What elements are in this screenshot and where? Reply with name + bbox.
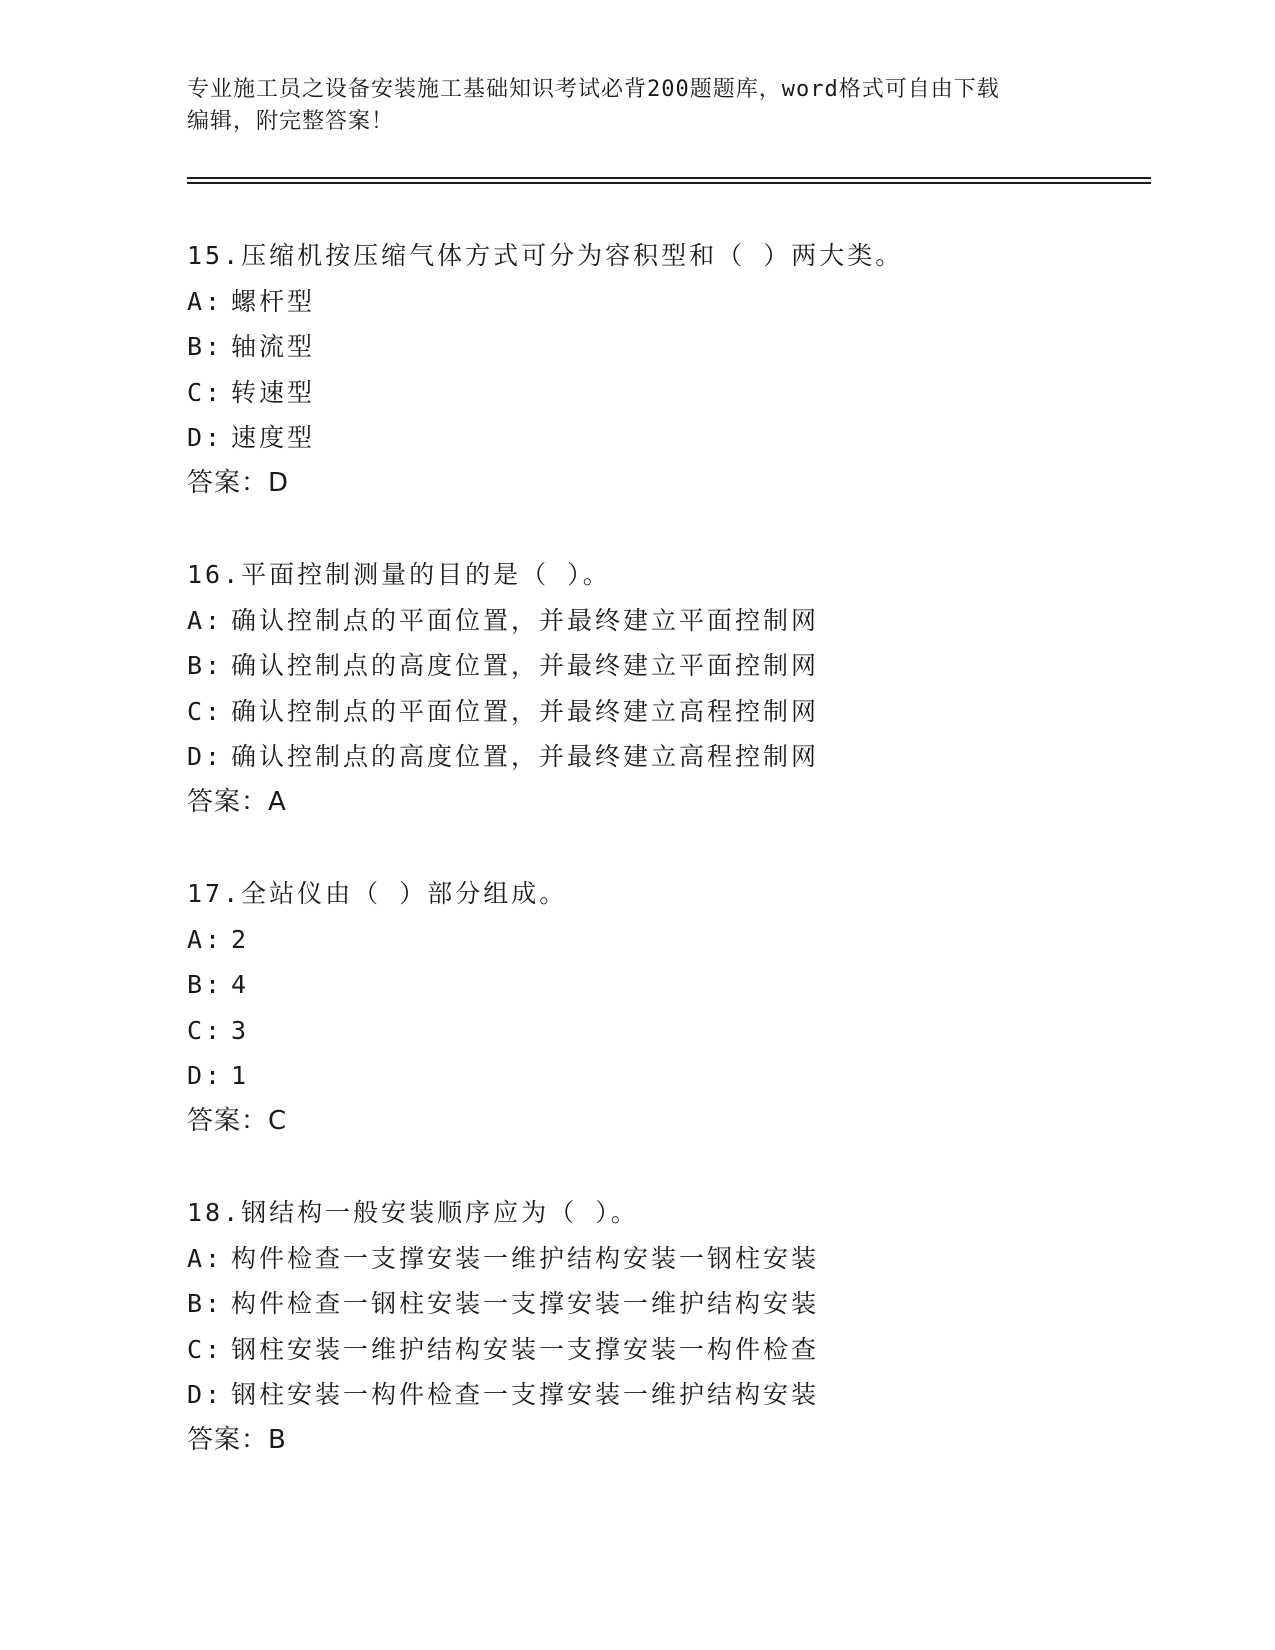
- option-letter: D:: [187, 423, 224, 452]
- option-a: [187, 279, 1147, 325]
- answer-line: 答案：C: [187, 1105, 288, 1136]
- option-b: [187, 962, 1147, 1008]
- question-stem: 17.全站仪由（ ）部分组成。: [187, 879, 568, 908]
- answer-line: 答案：B: [187, 1424, 287, 1455]
- option-letter: A:: [187, 924, 224, 954]
- question-stem: 16.平面控制测量的目的是（ ）。: [187, 560, 611, 589]
- option-letter: A:: [187, 1243, 224, 1273]
- option-text: 构件检查一支撑安装一维护结构安装一钢柱安装: [231, 1243, 820, 1273]
- option-text: 4: [231, 970, 250, 999]
- header-line-2: 编辑，附完整答案！: [187, 109, 395, 134]
- option-b: [187, 643, 1147, 689]
- option-letter: B:: [187, 332, 224, 361]
- header-divider-top: [187, 177, 1151, 179]
- option-c: [187, 689, 1147, 735]
- option-text: 轴流型: [231, 332, 316, 361]
- header-line-1: 专业施工员之设备安装施工基础知识考试必背200题题库，word格式可自由下载: [187, 77, 1000, 102]
- option-text: 确认控制点的平面位置，并最终建立高程控制网: [231, 696, 820, 726]
- option-letter: C:: [187, 1334, 224, 1364]
- option-text: 螺杆型: [231, 286, 316, 316]
- option-letter: B:: [187, 651, 224, 680]
- option-text: 钢柱安装一构件检查一支撑安装一维护结构安装: [231, 1380, 820, 1409]
- question-stem: 18.钢结构一般安装顺序应为（ ）。: [187, 1198, 639, 1227]
- option-text: 钢柱安装一维护结构安装一支撑安装一构件检查: [231, 1334, 820, 1364]
- option-letter: A:: [187, 605, 224, 635]
- option-text: 确认控制点的平面位置，并最终建立平面控制网: [231, 605, 820, 635]
- option-text: 3: [231, 1015, 250, 1045]
- option-letter: C:: [187, 696, 224, 726]
- option-b: [187, 324, 1147, 370]
- answer-line: 答案：A: [187, 786, 287, 817]
- option-text: 确认控制点的高度位置，并最终建立平面控制网: [231, 651, 820, 680]
- option-a: [187, 917, 1147, 963]
- question-16: [187, 552, 1147, 825]
- option-a: [187, 598, 1147, 644]
- option-b: [187, 1281, 1147, 1327]
- option-letter: D:: [187, 742, 224, 771]
- option-c: [187, 1327, 1147, 1373]
- option-text: 构件检查一钢柱安装一支撑安装一维护结构安装: [231, 1289, 820, 1318]
- option-c: [187, 1008, 1147, 1054]
- option-letter: C:: [187, 1015, 224, 1045]
- question-17: [187, 871, 1147, 1144]
- option-letter: C:: [187, 377, 224, 407]
- answer-line: 答案：D: [187, 467, 290, 498]
- option-a: [187, 1236, 1147, 1282]
- option-letter: D:: [187, 1380, 224, 1409]
- option-d: [187, 1053, 1147, 1099]
- question-15: [187, 233, 1147, 506]
- option-letter: D:: [187, 1061, 224, 1090]
- option-text: 确认控制点的高度位置，并最终建立高程控制网: [231, 742, 820, 771]
- document-header: [187, 74, 1087, 138]
- option-d: [187, 734, 1147, 780]
- header-divider-bottom: [187, 182, 1151, 184]
- question-18: [187, 1190, 1147, 1463]
- option-text: 转速型: [231, 377, 316, 407]
- option-text: 速度型: [231, 423, 316, 452]
- question-stem: 15.压缩机按压缩气体方式可分为容积型和（ ）两大类。: [187, 241, 904, 270]
- option-text: 2: [231, 924, 250, 954]
- option-letter: B:: [187, 1289, 224, 1318]
- option-d: [187, 1372, 1147, 1418]
- option-d: [187, 415, 1147, 461]
- option-letter: B:: [187, 970, 224, 999]
- option-c: [187, 370, 1147, 416]
- option-letter: A:: [187, 286, 224, 316]
- option-text: 1: [231, 1061, 250, 1090]
